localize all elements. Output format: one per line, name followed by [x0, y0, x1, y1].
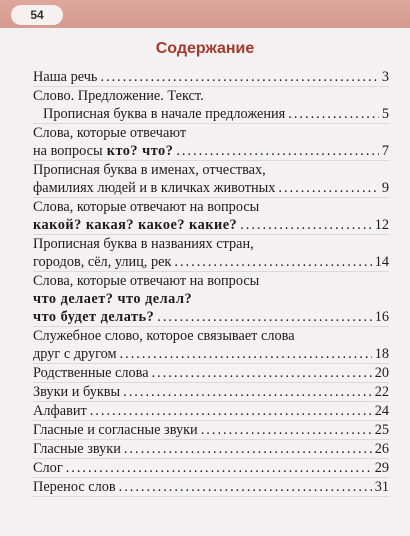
toc-line: [33, 253, 389, 271]
toc-line-text: Слог: [33, 460, 63, 476]
toc-line: [33, 383, 389, 401]
toc-line: [33, 105, 389, 123]
toc-line: [33, 421, 389, 439]
toc-page-number: 24: [374, 403, 389, 419]
toc-line-text: Алфавит: [33, 403, 87, 419]
toc-line-text: Родственные слова: [33, 365, 149, 381]
toc-entry: [33, 68, 389, 87]
toc-line: [33, 142, 389, 160]
toc-line-text: городов, сёл, улиц, рек: [33, 254, 172, 270]
toc-line-text: Слова, которые отвечают на вопросы: [33, 273, 260, 289]
toc-entry: [33, 440, 389, 459]
toc-line: [33, 345, 389, 363]
dot-leader: [152, 364, 372, 382]
toc-page-number: 22: [374, 384, 389, 400]
toc-line: [33, 235, 389, 253]
toc-entry: [33, 87, 389, 124]
toc-line: [33, 364, 389, 382]
toc-page-number: 16: [374, 309, 389, 325]
toc-entry: [33, 383, 389, 402]
toc-line-text: на вопросы кто? что?: [33, 143, 174, 159]
toc-page-number: 29: [374, 460, 389, 476]
table-of-contents: [33, 68, 389, 497]
toc-line-text: Перенос слов: [33, 479, 116, 495]
toc-line-text: фамилиях людей и в кличках животных: [33, 180, 276, 196]
dot-leader: [120, 345, 372, 363]
toc-entry: [33, 198, 389, 235]
toc-line: [33, 459, 389, 477]
toc-entry: [33, 478, 389, 497]
dot-leader: [124, 440, 372, 458]
toc-entry: [33, 235, 389, 272]
toc-line-text: Слово. Предложение. Текст.: [33, 88, 204, 104]
dot-leader: [119, 478, 372, 496]
toc-line-text: Гласные звуки: [33, 441, 121, 457]
toc-page-number: 3: [381, 69, 389, 85]
toc-line: [33, 198, 389, 216]
toc-page-number: 31: [374, 479, 389, 495]
toc-line-text: Прописная буква в начале предложения: [43, 106, 286, 122]
toc-entry: [33, 161, 389, 198]
toc-line-text: Служебное слово, которое связывает слова: [33, 328, 295, 344]
toc-page-number: 5: [381, 106, 389, 122]
dot-leader: [66, 459, 372, 477]
toc-line-text: Прописная буква в названиях стран,: [33, 236, 254, 252]
toc-entry: [33, 327, 389, 364]
dot-leader: [157, 308, 371, 326]
toc-line: [33, 478, 389, 496]
toc-line-text: какой? какая? какое? какие?: [33, 217, 238, 233]
toc-entry: [33, 421, 389, 440]
toc-line-text: что делает? что делал?: [33, 291, 193, 307]
toc-page-number: 12: [374, 217, 389, 233]
toc-page-number: 18: [374, 346, 389, 362]
page-title: Содержание: [155, 40, 255, 57]
toc-line: [33, 440, 389, 458]
dot-leader: [278, 179, 378, 197]
toc-line-text: Наша речь: [33, 69, 98, 85]
toc-line-text: Слова, которые отвечают на вопросы: [33, 199, 260, 215]
toc-line: [33, 308, 389, 326]
page-number-badge: 54: [11, 5, 63, 25]
dot-leader: [90, 402, 372, 420]
dot-leader: [176, 142, 378, 160]
toc-line-text: друг с другом: [33, 346, 117, 362]
toc-entry: [33, 364, 389, 383]
toc-line-text: что будет делать?: [33, 309, 155, 325]
toc-line: [33, 272, 389, 290]
toc-line: [33, 216, 389, 234]
toc-line: [33, 290, 389, 308]
dot-leader: [123, 383, 372, 401]
toc-line-text: Звуки и буквы: [33, 384, 121, 400]
toc-entry: [33, 402, 389, 421]
toc-page-number: 7: [381, 143, 389, 159]
dot-leader: [174, 253, 371, 271]
toc-entry: [33, 459, 389, 478]
toc-line: [33, 161, 389, 179]
toc-line: [33, 179, 389, 197]
dot-leader: [201, 421, 372, 439]
toc-line: [33, 327, 389, 345]
toc-page-number: 9: [381, 180, 389, 196]
toc-entry: [33, 272, 389, 327]
dot-leader: [288, 105, 379, 123]
toc-page-number: 25: [374, 422, 389, 438]
toc-page-number: 14: [374, 254, 389, 270]
page-header: [0, 0, 410, 28]
toc-entry: [33, 124, 389, 161]
dot-leader: [240, 216, 372, 234]
toc-line-text: Гласные и согласные звуки: [33, 422, 198, 438]
toc-line-text: Прописная буква в именах, отчествах,: [33, 162, 266, 178]
toc-line-bold-text: кто? что?: [102, 143, 174, 159]
toc-line: [33, 68, 389, 86]
toc-page-number: 20: [374, 365, 389, 381]
toc-page-number: 26: [374, 441, 389, 457]
toc-line: [33, 87, 389, 105]
toc-line-text: Слова, которые отвечают: [33, 125, 187, 141]
toc-line: [33, 402, 389, 420]
toc-line: [33, 124, 389, 142]
dot-leader: [100, 68, 378, 86]
